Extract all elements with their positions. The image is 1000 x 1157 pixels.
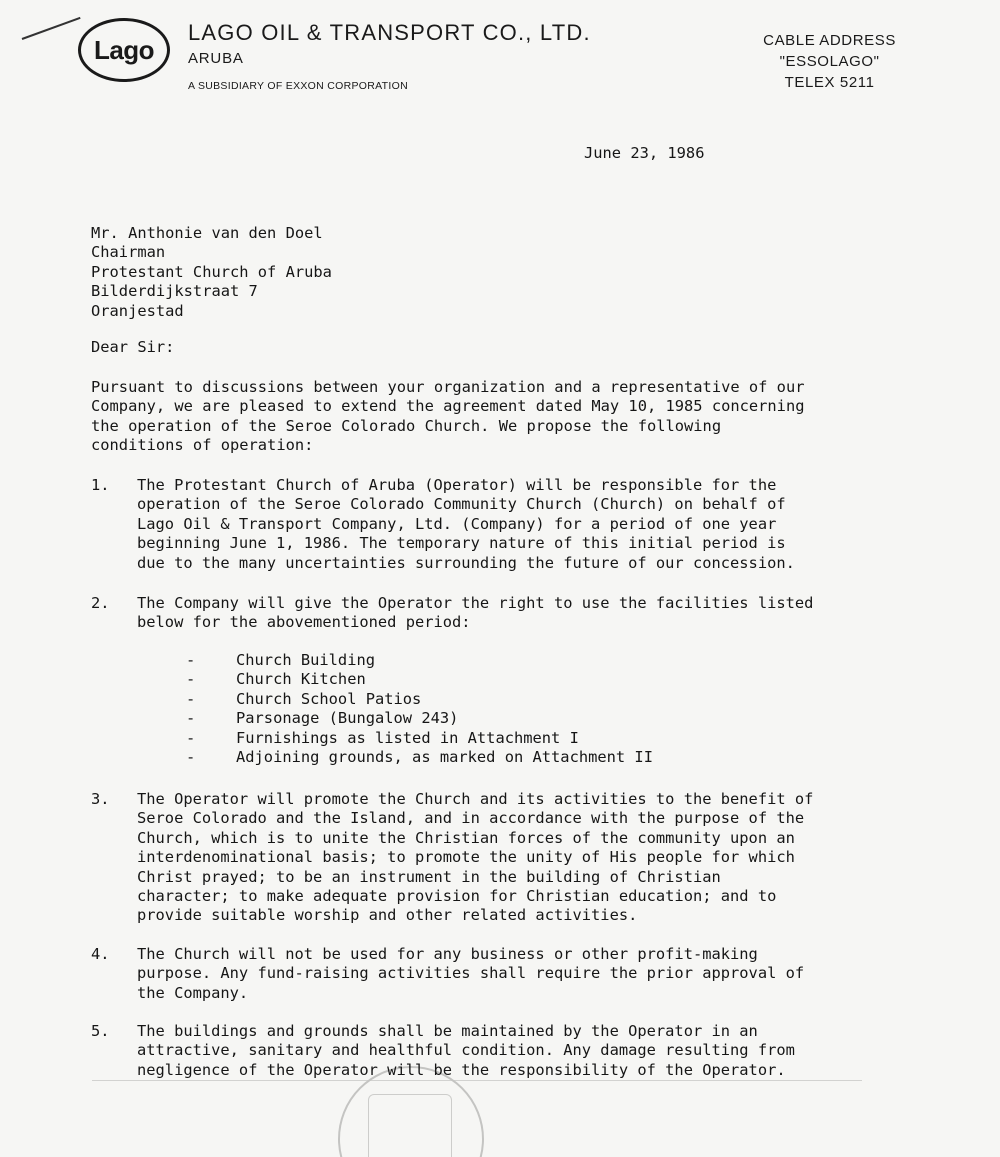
- facility-label: Furnishings as listed in Attachment I: [236, 728, 579, 747]
- item-line: attractive, sanitary and healthful condition. Any damage resulting from: [137, 1041, 795, 1060]
- item-line: purpose. Any fund-raising activities shall require the prior approval of: [137, 964, 805, 983]
- letter-date: June 23, 1986: [584, 144, 705, 162]
- cable-code: "ESSOLAGO": [779, 53, 880, 70]
- item-line: beginning June 1, 1986. The temporary nature of this initial period is: [137, 534, 786, 553]
- item-text: [137, 594, 813, 633]
- address-line: Bilderdijkstraat 7: [91, 282, 258, 301]
- item-line: Lago Oil & Transport Company, Ltd. (Company) for a period of one year: [137, 514, 777, 533]
- item-line: Church, which is to unite the Christian forces of the community upon an: [137, 828, 795, 847]
- item-line: the Company.: [137, 983, 249, 1002]
- facilities-list: [186, 651, 653, 767]
- address-line: Chairman: [91, 243, 166, 262]
- facility-item: [186, 670, 653, 689]
- item-number: 2.: [91, 594, 110, 612]
- facility-bullet: -: [186, 709, 196, 728]
- facility-item: [186, 690, 653, 709]
- lago-logo: [78, 18, 170, 82]
- item-number: 3.: [91, 790, 110, 808]
- item-text: [137, 476, 795, 573]
- facility-label: Church School Patios: [236, 689, 422, 708]
- recipient-address: [91, 224, 332, 321]
- cable-address-block: [763, 30, 896, 93]
- intro-paragraph: [91, 378, 861, 456]
- item-line: below for the abovementioned period:: [137, 613, 471, 632]
- company-place: ARUBA: [188, 50, 244, 67]
- address-line: Oranjestad: [91, 301, 184, 320]
- item-line: The Operator will promote the Church and its activities to the benefit of: [137, 790, 814, 808]
- item-line: provide suitable worship and other related activities.: [137, 906, 638, 925]
- facility-bullet: -: [186, 670, 196, 689]
- paragraph-line: Company, we are pleased to extend the agreement dated May 10, 1985 concerning: [91, 397, 805, 416]
- address-line: Protestant Church of Aruba: [91, 262, 332, 281]
- company-name: LAGO OIL & TRANSPORT CO., LTD.: [188, 20, 591, 45]
- facility-item: [186, 748, 653, 767]
- item-line: due to the many uncertainties surrounding the future of our concession.: [137, 553, 795, 572]
- facility-label: Church Kitchen: [236, 670, 366, 689]
- item-line: negligence of the Operator will be the responsibility of the Operator.: [137, 1060, 786, 1079]
- facility-label: Parsonage (Bungalow 243): [236, 709, 459, 728]
- facility-bullet: -: [186, 728, 196, 747]
- paragraph-line: conditions of operation:: [91, 436, 314, 455]
- facility-bullet: -: [186, 689, 196, 708]
- paragraph-line: the operation of the Seroe Colorado Church. We propose the following: [91, 416, 722, 435]
- item-number: 4.: [91, 945, 110, 963]
- item-text: [137, 945, 804, 1003]
- cable-label: CABLE ADDRESS: [763, 32, 896, 49]
- pen-mark: [22, 17, 81, 40]
- item-line: The Company will give the Operator the right to use the facilities listed: [137, 594, 814, 612]
- item-line: operation of the Seroe Colorado Community Church (Church) on behalf of: [137, 495, 786, 514]
- company-subsidiary-line: A SUBSIDIARY OF EXXON CORPORATION: [188, 80, 408, 92]
- facility-label: Church Building: [236, 651, 375, 669]
- facility-bullet: -: [186, 651, 196, 669]
- facility-item: [186, 709, 653, 728]
- item-number: 1.: [91, 476, 110, 494]
- item-line: The buildings and grounds shall be maintained by the Operator in an: [137, 1022, 758, 1040]
- item-line: character; to make adequate provision for Christian education; and to: [137, 887, 777, 906]
- facility-label: Adjoining grounds, as marked on Attachment II: [236, 747, 653, 766]
- paragraph-line: Pursuant to discussions between your organization and a representative of our: [91, 378, 805, 396]
- logo-text: Lago: [93, 34, 155, 65]
- item-line: The Church will not be used for any business or other profit-making: [137, 945, 758, 963]
- item-line: interdenominational basis; to promote the unity of His people for which: [137, 848, 795, 867]
- facility-item: [186, 729, 653, 748]
- item-text: [137, 790, 813, 926]
- facility-bullet: -: [186, 747, 196, 766]
- item-line: Christ prayed; to be an instrument in the building of Christian: [137, 867, 721, 886]
- address-line: Mr. Anthonie van den Doel: [91, 224, 323, 242]
- stamp-ghost-inner: [368, 1094, 452, 1157]
- item-text: [137, 1022, 795, 1080]
- item-number: 5.: [91, 1022, 110, 1040]
- salutation: Dear Sir:: [91, 338, 175, 356]
- facility-item: [186, 651, 653, 670]
- item-line: Seroe Colorado and the Island, and in accordance with the purpose of the: [137, 809, 805, 828]
- item-line: The Protestant Church of Aruba (Operator) will be responsible for the: [137, 476, 777, 494]
- telex: TELEX 5211: [784, 74, 875, 91]
